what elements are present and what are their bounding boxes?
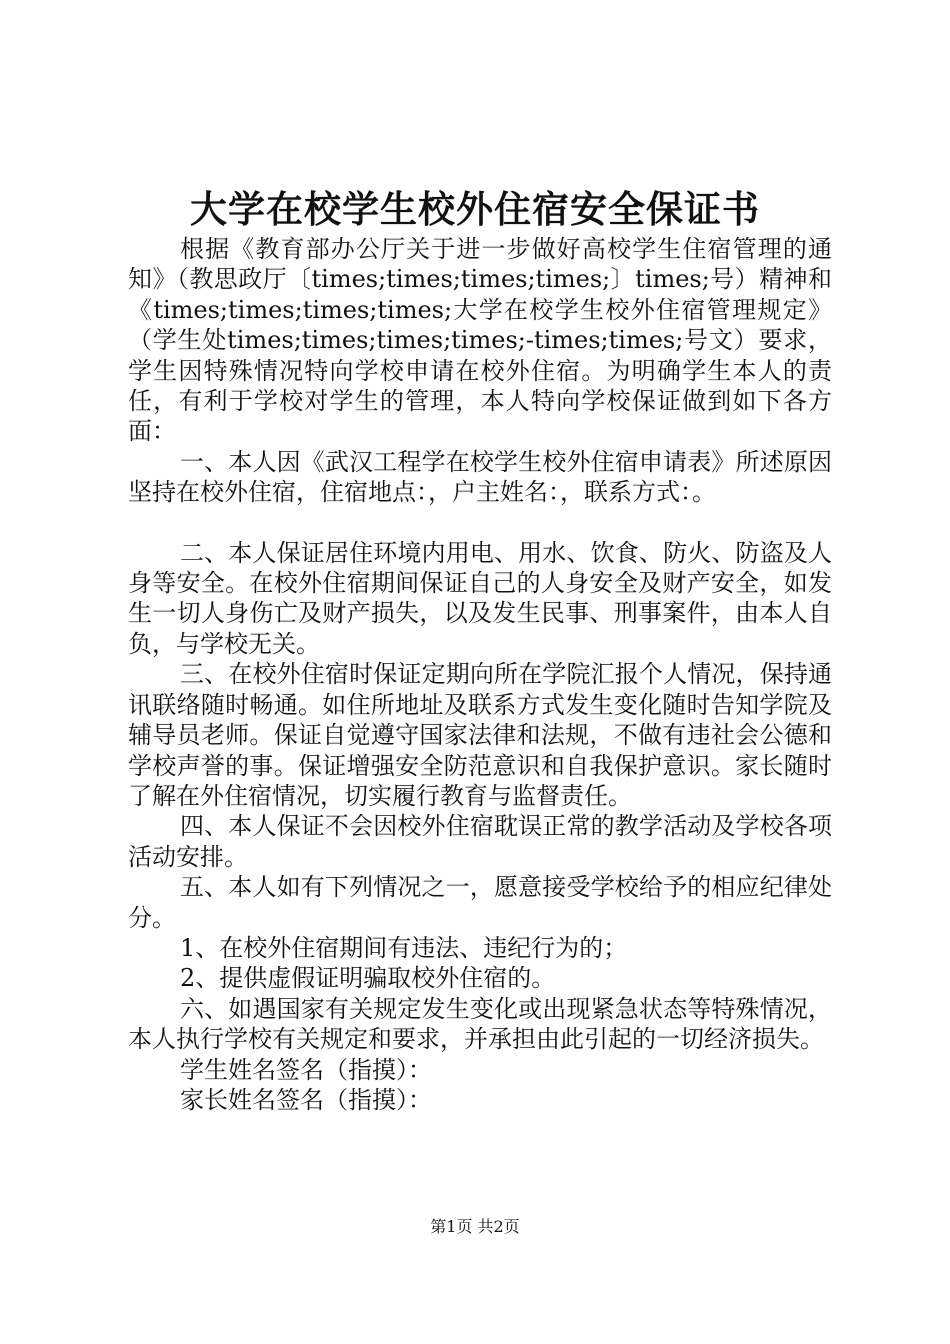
student-signature-line: 学生姓名签名（指摸）： [180, 1055, 432, 1084]
page-number: 第1页 共2页 [430, 1217, 520, 1236]
clause-2: 二、本人保证居住环境内用电、用水、饮食、防火、防盗及人身等安全。在校外住宿期间保证自己的人身安全及财产安全，如发生一切人身伤亡及财产损失，以及发生民事、刑事案件，由本人自负，与学校无关。 [128, 538, 832, 658]
clause-1: 一、本人因《武汉工程学在校学生校外住宿申请表》所述原因坚持在校外住宿，住宿地点：，户主姓名：，联系方式：。 [128, 447, 832, 507]
parent-signature-line: 家长姓名签名（指摸）： [180, 1085, 432, 1114]
clause-5-item-2: 2、提供虚假证明骗取校外住宿的。 [180, 964, 556, 993]
clause-3: 三、在校外住宿时保证定期向所在学院汇报个人情况，保持通讯联络随时畅通。如住所地址及联系方式发生变化随时告知学院及辅导员老师。保证自觉遵守国家法律和法规，不做有违社会公德和学校声誉的事。保证增强安全防范意识和自我保护意识。家长随时了解在外住宿情况，切实履行教育与监督责任。 [128, 660, 832, 810]
clause-6: 六、如遇国家有关规定发生变化或出现紧急状态等特殊情况，本人执行学校有关规定和要求，并承担由此引起的一切经济损失。 [128, 994, 832, 1054]
document-body [128, 234, 832, 1115]
clause-4: 四、本人保证不会因校外住宿耽误正常的教学活动及学校各项活动安排。 [128, 812, 832, 871]
clause-5-item-1: 1、在校外住宿期间有违法、违纪行为的； [180, 933, 628, 962]
document-title: 大学在校学生校外住宿安全保证书 [190, 187, 760, 231]
blank-line [128, 508, 832, 538]
intro-paragraph: 根据《教育部办公厅关于进一步做好高校学生住宿管理的通知》（教思政厅〔times;times;times;times;〕times;号）精神和《times;times;times;times;大学在校学生校外住宿管理规定》（学生处times;times;times;times;-times;times;号文）要求，学生因特殊情况特向学校申请在校外住宿。为明确学生本人的责任，有利于学校对学生的管理，本人特向学校保证做到如下各方面： [128, 235, 832, 446]
clause-5: 五、本人如有下列情况之一，愿意接受学校给予的相应纪律处分。 [128, 873, 832, 932]
